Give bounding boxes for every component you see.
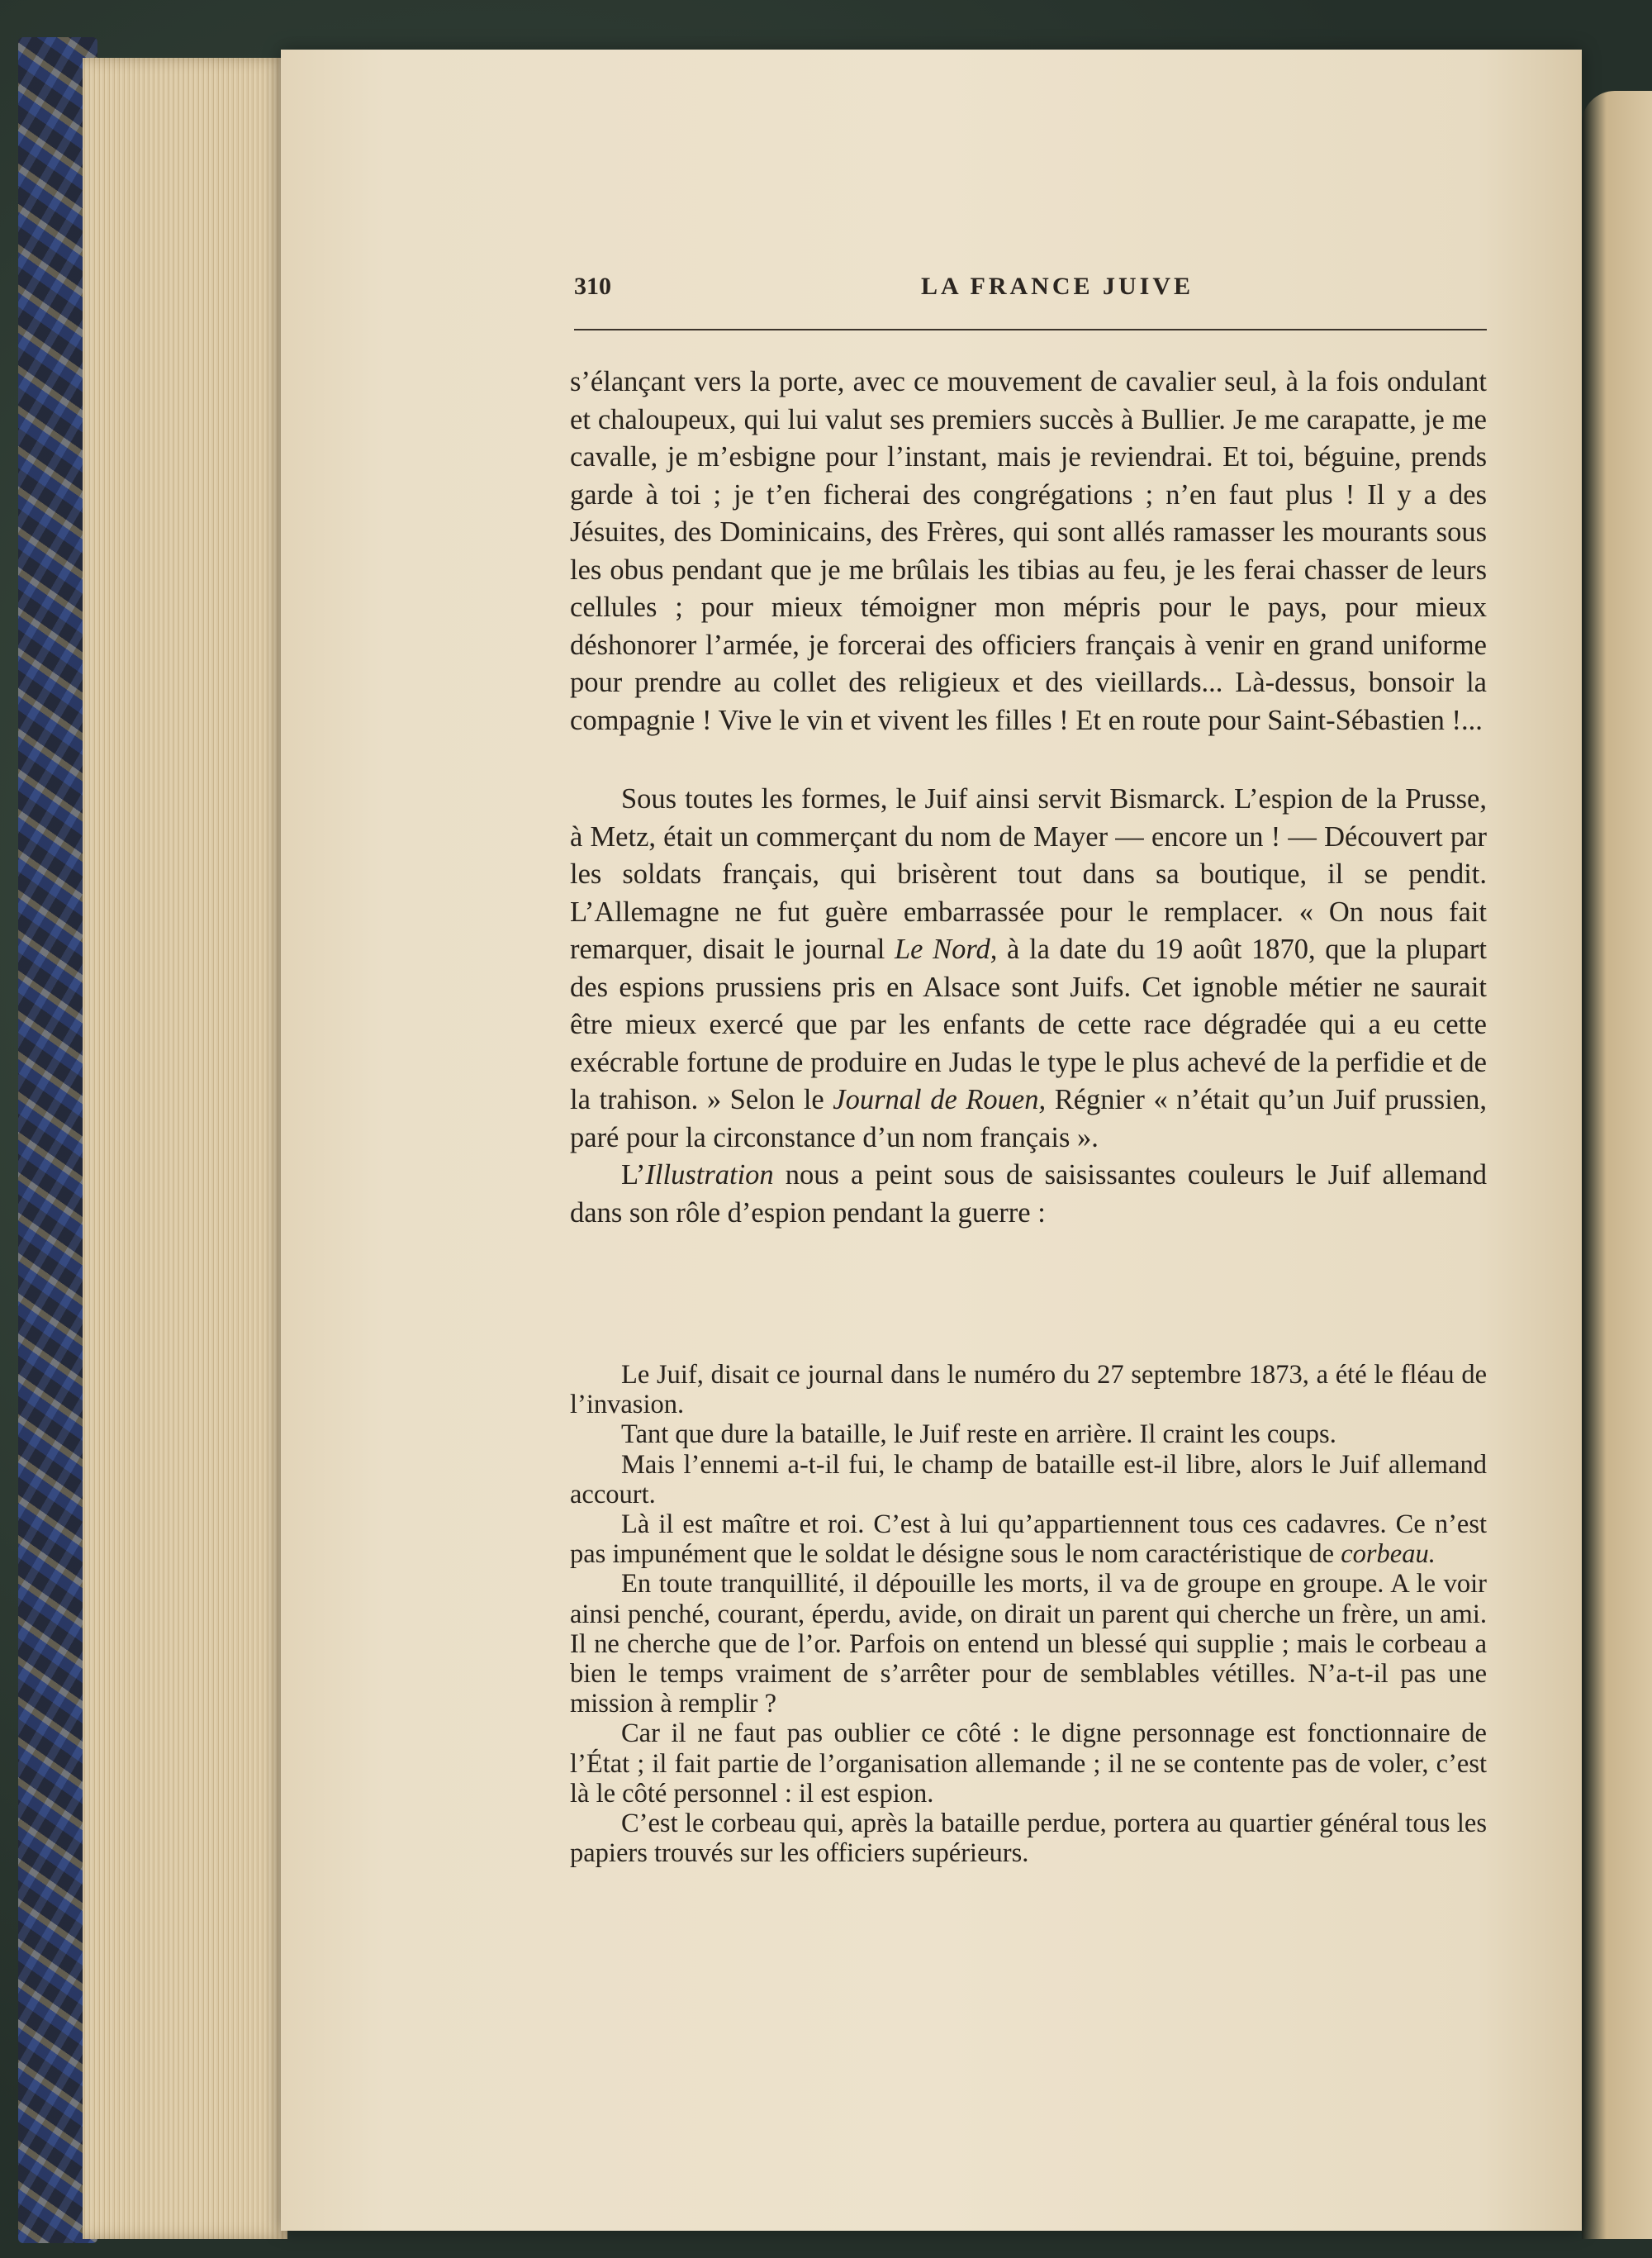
paragraph-text: à la date du 19 août 1870, que la plupart des espions prussiens pris en Alsace sont Juifs. Cet ignoble métier ne saurait être mieux exercé que par les enfants de cette race dégradée qui a eu cette exécrable fortune de produire en Judas le type le plus achevé de la perfidie et de la trahison. » Selon le (570, 934, 1487, 1115)
running-head (574, 273, 1483, 322)
body-text (570, 364, 1487, 1232)
journal-title: Le Nord, (894, 934, 998, 965)
quote-paragraph: C’est le corbeau qui, après la bataille perdue, portera au quartier général tous les papiers trouvés sur les officiers supérieurs. (570, 1809, 1487, 1869)
quote-text: Là il est maître et roi. C’est à lui qu’appartiennent tous ces cadavres. Ce n’est pas impunément que le soldat le désigne sous le nom caractéristique de (570, 1509, 1487, 1570)
journal-title: Illustration (645, 1159, 774, 1191)
quote-paragraph: Le Juif, disait ce journal dans le numéro du 27 septembre 1873, a été le fléau de l’invasion. (570, 1360, 1487, 1420)
quote-paragraph (570, 1509, 1487, 1569)
paragraph-text: Régnier « n’était qu’un Juif prussien, paré pour la circonstance d’un nom français ». (570, 1084, 1488, 1153)
header-rule (574, 329, 1487, 330)
paragraph (570, 781, 1487, 1157)
journal-title: Journal de Rouen, (833, 1084, 1047, 1115)
page-title: LA FRANCE JUIVE (921, 273, 1194, 300)
quote-paragraph: Car il ne faut pas oublier ce côté : le digne personnage est fonctionnaire de l’État ; il fait partie de l’organisation allemande ; il ne se contente pas de voler, c’est là le côté personnel : il est espion. (570, 1718, 1487, 1809)
paragraph-text: Sous toutes les formes, le Juif ainsi servit Bismarck. L’espion de la Prusse, à Metz, était un commerçant du nom de Mayer — encore un ! — Découvert par les soldats français, qui brisèrent tout dans sa boutique, il se pendit. L’Allemagne ne fut guère embarrassée pour le remplacer. « On nous fait remarquer, disait le journal (570, 783, 1487, 965)
facing-page-edge (1582, 91, 1652, 2239)
quoted-passage (570, 1360, 1487, 1868)
page-edges (83, 58, 287, 2239)
paragraph (570, 1157, 1487, 1232)
quote-paragraph: En toute tranquillité, il dépouille les morts, il va de groupe en groupe. A le voir ainsi penché, courant, éperdu, avide, on dirait un parent qui cherche un frère, un ami. Il ne cherche que de l’or. Parfois on entend un blessé qui supplie ; mais le corbeau a bien le temps vraiment de s’arrêter pour de semblables vétilles. N’a-t-il pas une mission à remplir ? (570, 1569, 1487, 1719)
paragraph-text: s’élançant vers la porte, avec ce mouvement de cavalier seul, à la fois ondulant et chaloupeux, qui lui valut ses premiers succès à Bullier. Je me carapatte, je me cavalle, je m’esbigne pour l’instant, mais je reviendrai. Et toi, béguine, prends garde à toi ; je t’en ficherai des congrégations ; n’en faut plus ! Il y a des Jésuites, des Dominicains, des Frères, qui sont allés ramasser les mourants sous les obus pendant que je me brûlais les tibias au feu, je les ferai chasser de leurs cellules ; pour mieux témoigner mon mépris pour le pays, pour mieux déshonorer l’armée, je forcerai des officiers français à venir en grand uniforme pour prendre au collet des religieux et des vieillards... Là-dessus, bonsoir la compagnie ! Vive le vin et vivent les filles ! Et en route pour Saint-Sébastien !... (570, 366, 1487, 736)
page-number: 310 (574, 273, 611, 300)
quote-paragraph: Mais l’ennemi a-t-il fui, le champ de bataille est-il libre, alors le Juif allemand accourt. (570, 1449, 1487, 1509)
emphasized-word: corbeau. (1341, 1539, 1436, 1570)
paragraph-text: L’ (621, 1159, 646, 1191)
quote-paragraph: Tant que dure la bataille, le Juif reste en arrière. Il craint les coups. (621, 1419, 1336, 1450)
paragraph (570, 364, 1487, 739)
paragraph-text: nous a peint sous de saisissantes couleurs le Juif allemand dans son rôle d’espion pendant la guerre : (570, 1159, 1487, 1229)
